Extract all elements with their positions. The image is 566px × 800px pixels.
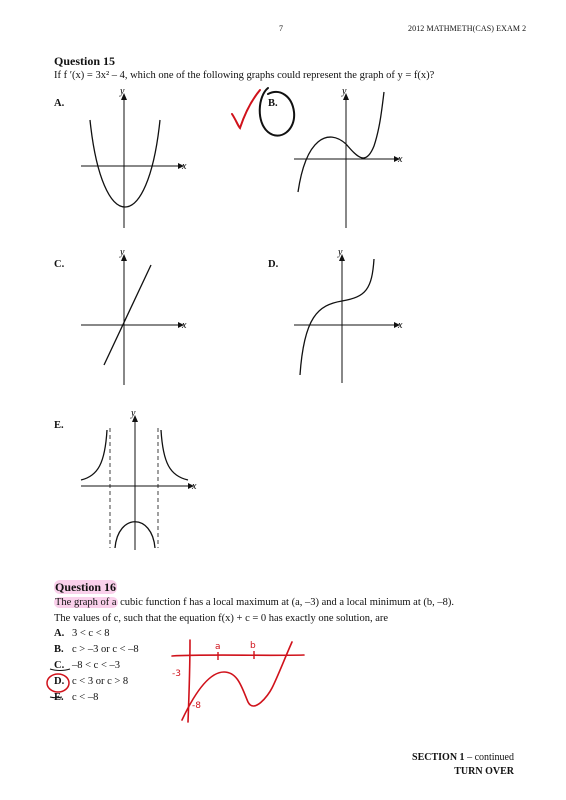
q16-option-e: E. c < –8 (54, 692, 99, 703)
sketch-label-a: a (215, 642, 221, 652)
stem-highlight: The graph of a (55, 597, 117, 608)
graph-c-y-label: y (120, 247, 125, 258)
answer-tick-mark (222, 82, 302, 152)
graph-d-x-label: x (398, 320, 403, 331)
graph-d (290, 247, 410, 387)
q16-option-b: B. c > –3 or c < –8 (54, 644, 139, 655)
graph-a-curve (90, 120, 160, 207)
q15-option-e-label: E. (54, 420, 64, 431)
q16-option-c: C. –8 < c < –3 (54, 660, 121, 671)
graph-c-line (104, 265, 151, 365)
q15-option-c-label: C. (54, 259, 65, 270)
sketch-x-axis (172, 655, 304, 656)
question-16-stem: The graph of a cubic function f has a local maximum at (a, –3) and a local minimum at (b, –8). (55, 597, 454, 608)
graph-e-x-label: x (192, 481, 197, 492)
footer-section: SECTION 1 – continued (412, 752, 514, 763)
graph-a-y-label: y (120, 86, 125, 97)
graph-a-x-label: x (182, 161, 187, 172)
q16-option-d: D. c < 3 or c > 8 (54, 676, 129, 687)
q15-option-a-label: A. (54, 98, 65, 109)
q15-option-d-label: D. (268, 259, 279, 270)
graph-e-y-label: y (131, 408, 136, 419)
graph-e-branch-right (161, 430, 188, 480)
graph-b-curve (298, 92, 384, 192)
question-15-stem: If f ′(x) = 3x² – 4, which one of the following graphs could represent the graph of y = f(x)? (54, 70, 435, 81)
circle-d-icon (47, 674, 69, 692)
graph-a (78, 86, 188, 236)
graph-c-x-label: x (182, 320, 187, 331)
exam-title: 2012 MATHMETH(CAS) EXAM 2 (408, 24, 527, 33)
circle-around-b-icon (260, 88, 294, 136)
graph-b-x-label: x (398, 154, 403, 165)
graph-c (78, 247, 188, 387)
graph-b (290, 86, 410, 236)
question-15-title: Question 15 (54, 54, 116, 68)
page-number: 7 (279, 24, 283, 33)
sketch-label-minus3: -3 (172, 669, 181, 679)
sketch-y-axis (188, 640, 190, 722)
question-16-title: Question 16 (55, 580, 117, 594)
sketch-label-minus8: -8 (192, 701, 201, 711)
q16-option-a: A. 3 < c < 8 (54, 628, 110, 639)
sketch-label-b: b (250, 641, 256, 651)
strike-e-icon (50, 697, 62, 698)
q16-ink-marks (44, 655, 84, 707)
graph-e (78, 408, 208, 553)
q15-option-b-label: B. (268, 98, 278, 109)
graph-d-y-label: y (338, 247, 343, 258)
q16-handwritten-sketch (168, 636, 308, 724)
graph-b-y-label: y (342, 86, 347, 97)
footer-turn-over: TURN OVER (454, 766, 514, 777)
graph-e-branch-left (81, 430, 107, 480)
graph-d-curve (300, 259, 374, 375)
tick-icon (232, 90, 260, 128)
question-16-stem-2: The values of c, such that the equation f(x) + c = 0 has exactly one solution, are (54, 613, 389, 624)
strike-c-icon (50, 669, 70, 671)
